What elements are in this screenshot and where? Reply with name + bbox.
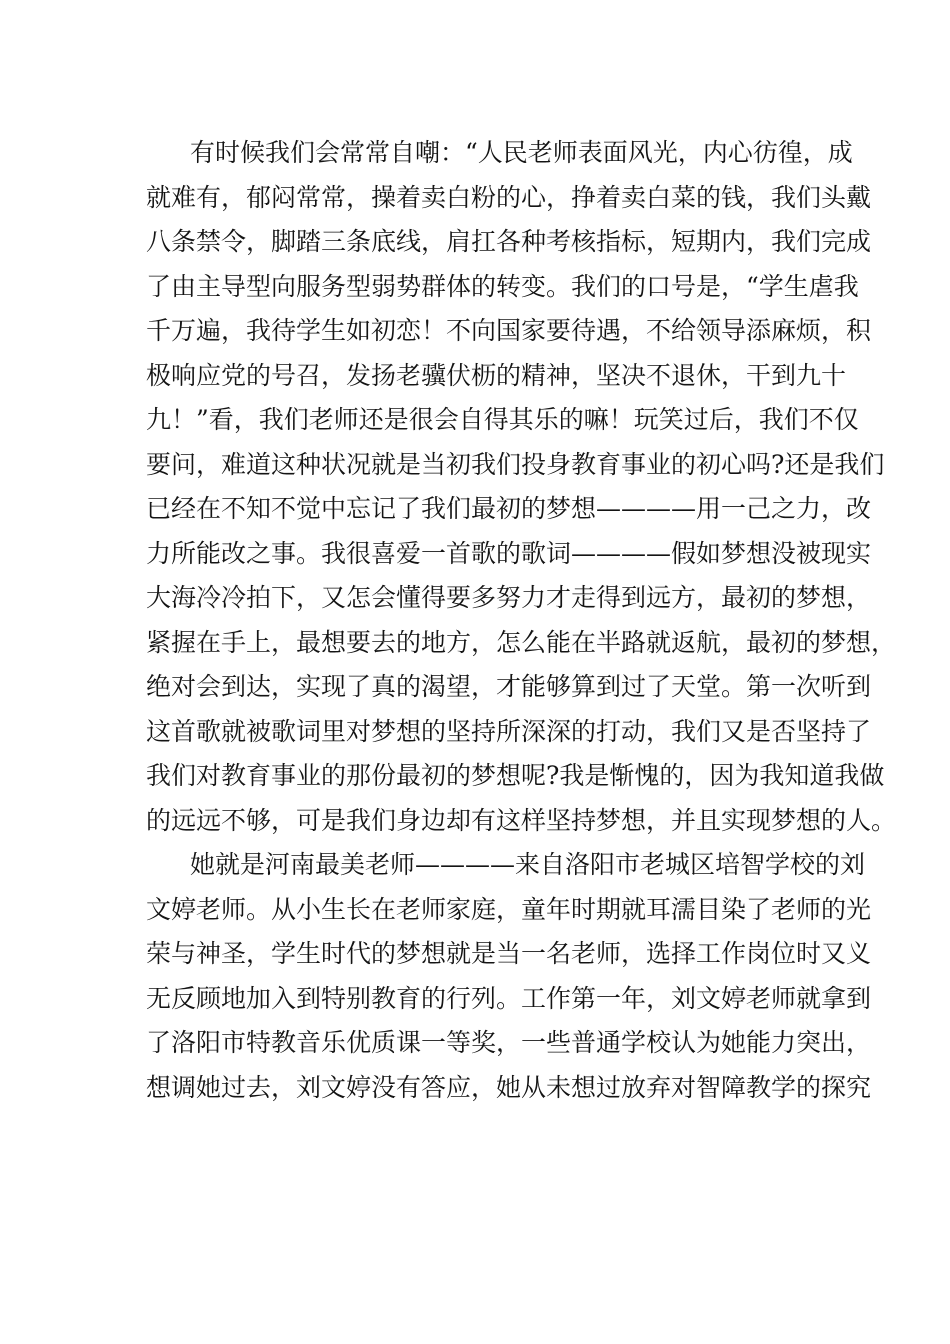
paragraph-1 [146,131,897,843]
text-line: 极响应党的号召，发扬老骥伏枥的精神，坚决不退休，干到九十 [146,360,847,390]
text-line: 这首歌就被歌词里对梦想的坚持所深深的打动，我们又是否坚持了 [146,716,872,746]
text-line: 要问，难道这种状况就是当初我们投身教育事业的初心吗?还是我们 [146,449,885,479]
paragraph-2 [146,843,872,1110]
text-line: 我们对教育事业的那份最初的梦想呢?我是惭愧的，因为我知道我做 [146,761,885,790]
text-line: 想调她过去，刘文婷没有答应，她从未想过放弃对智障教学的探究 [146,1072,872,1102]
text-line: 荣与神圣，学生时代的梦想就是当一名老师，选择工作岗位时又义 [146,939,872,968]
text-line: 有时候我们会常常自嘲：“人民老师表面风光，内心彷徨，成 [190,138,853,167]
text-line: 已经在不知不觉中忘记了我们最初的梦想————用一己之力，改 [146,494,872,523]
document-body [146,131,897,1110]
text-line: 了洛阳市特教音乐优质课一等奖，一些普通学校认为她能力突出， [146,1028,872,1057]
text-line: 千万遍，我待学生如初恋！不向国家要待遇，不给领导添麻烦，积 [146,316,872,345]
text-line: 她就是河南最美老师————来自洛阳市老城区培智学校的刘 [190,850,866,879]
text-line: 大海冷冷拍下，又怎会懂得要多努力才走得到远方，最初的梦想， [146,583,872,612]
text-line: 绝对会到达，实现了真的渴望，才能够算到过了天堂。第一次听到 [146,672,872,701]
text-line: 的远远不够，可是我们身边却有这样坚持梦想，并且实现梦想的人。 [146,805,897,835]
text-line: 力所能改之事。我很喜爱一首歌的歌词————假如梦想没被现实 [146,538,872,568]
text-line: 无反顾地加入到特别教育的行列。工作第一年，刘文婷老师就拿到 [146,983,872,1013]
text-line: 文婷老师。从小生长在老师家庭，童年时期就耳濡目染了老师的光 [146,894,872,924]
text-line: 九！”看，我们老师还是很会自得其乐的嘛！玩笑过后，我们不仅 [146,405,859,434]
text-line: 就难有，郁闷常常，操着卖白粉的心，挣着卖白菜的钱，我们头戴 [146,182,872,212]
text-line: 了由主导型向服务型弱势群体的转变。我们的口号是，“学生虐我 [146,271,859,301]
text-line: 八条禁令，脚踏三条底线，肩扛各种考核指标，短期内，我们完成 [146,227,872,256]
text-line: 紧握在手上，最想要去的地方，怎么能在半路就返航，最初的梦想， [146,627,897,657]
